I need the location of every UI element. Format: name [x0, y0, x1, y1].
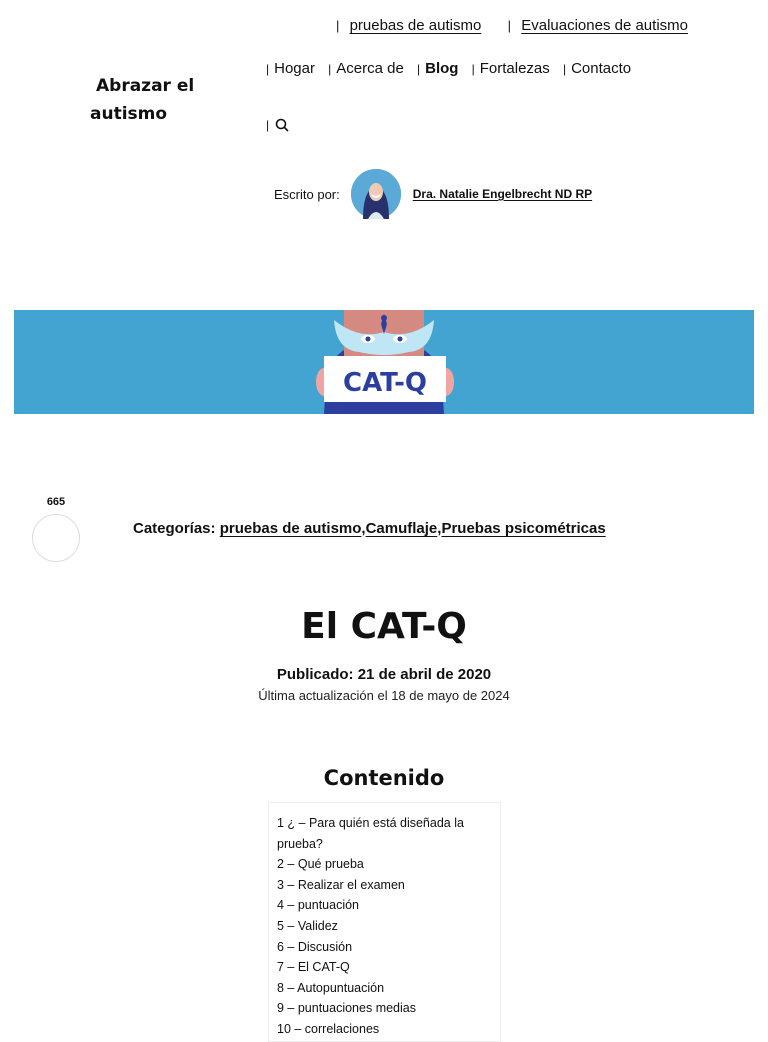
top-links	[336, 17, 688, 34]
nav-item-home[interactable]: | Hogar	[266, 60, 315, 77]
nav-item-strengths[interactable]: | Fortalezas	[471, 60, 550, 77]
share-count: 665	[46, 496, 66, 508]
hero-banner	[14, 310, 754, 414]
toc-item[interactable]: 7 – El CAT-Q	[277, 960, 350, 975]
table-of-contents	[268, 802, 501, 1042]
logo-line-2: autismo	[90, 104, 168, 124]
author-avatar	[351, 169, 401, 219]
toc-heading: Contenido	[323, 766, 445, 790]
top-link-autism-tests[interactable]: pruebas de autismo	[349, 17, 482, 34]
category-link-camouflage[interactable]: Camuflaje	[365, 520, 438, 537]
hero-sign-text: CAT-Q	[343, 368, 427, 398]
search-nav-item[interactable]: |	[266, 118, 289, 132]
search-icon[interactable]	[275, 118, 289, 132]
logo-line-1: Abrazar el	[96, 76, 195, 96]
share-widget	[32, 496, 80, 562]
nav-item-about[interactable]: | Acerca de	[328, 60, 404, 77]
page-title: El CAT-Q	[301, 606, 467, 647]
toc-item[interactable]: 9 – puntuaciones medias	[277, 1001, 416, 1016]
share-button[interactable]	[32, 514, 80, 562]
author-label: Escrito por:	[274, 186, 340, 202]
toc-item[interactable]: 2 – Qué prueba	[277, 857, 364, 872]
toc-item[interactable]: 1 ¿ – Para quién está diseñada la prueba?	[277, 816, 464, 851]
site-logo[interactable]	[90, 72, 220, 128]
hero-illustration	[14, 310, 754, 414]
updated-date: Última actualización el 18 de mayo de 2024	[258, 688, 510, 703]
nav-item-blog[interactable]: | Blog	[417, 60, 459, 77]
toc-item[interactable]: 5 – Validez	[277, 918, 338, 933]
toc-item[interactable]: 4 – puntuación	[277, 898, 360, 913]
separator: |	[507, 18, 512, 33]
separator: |	[336, 18, 340, 33]
category-link-autism-tests[interactable]: pruebas de autismo	[219, 520, 362, 537]
published-date: Publicado: 21 de abril de 2020	[276, 666, 492, 683]
author-byline	[274, 169, 592, 219]
category-link-psychometric[interactable]: Pruebas psicométricas	[441, 520, 606, 537]
toc-item[interactable]: 10 – correlaciones	[277, 1021, 380, 1036]
top-link-autism-assessments[interactable]: Evaluaciones de autismo	[521, 17, 688, 34]
categories: Categorías: pruebas de autismo,Camuflaje,Pruebas psicométricas	[133, 520, 606, 537]
main-nav	[266, 60, 640, 77]
toc-item[interactable]: 8 – Autopuntuación	[277, 980, 385, 995]
nav-item-contact[interactable]: | Contacto	[562, 60, 632, 77]
author-name-link[interactable]: Dra. Natalie Engelbrecht ND RP	[412, 187, 593, 201]
categories-label: Categorías:	[133, 520, 216, 537]
toc-item[interactable]: 6 – Discusión	[277, 939, 353, 954]
toc-item[interactable]: 3 – Realizar el examen	[277, 877, 405, 892]
